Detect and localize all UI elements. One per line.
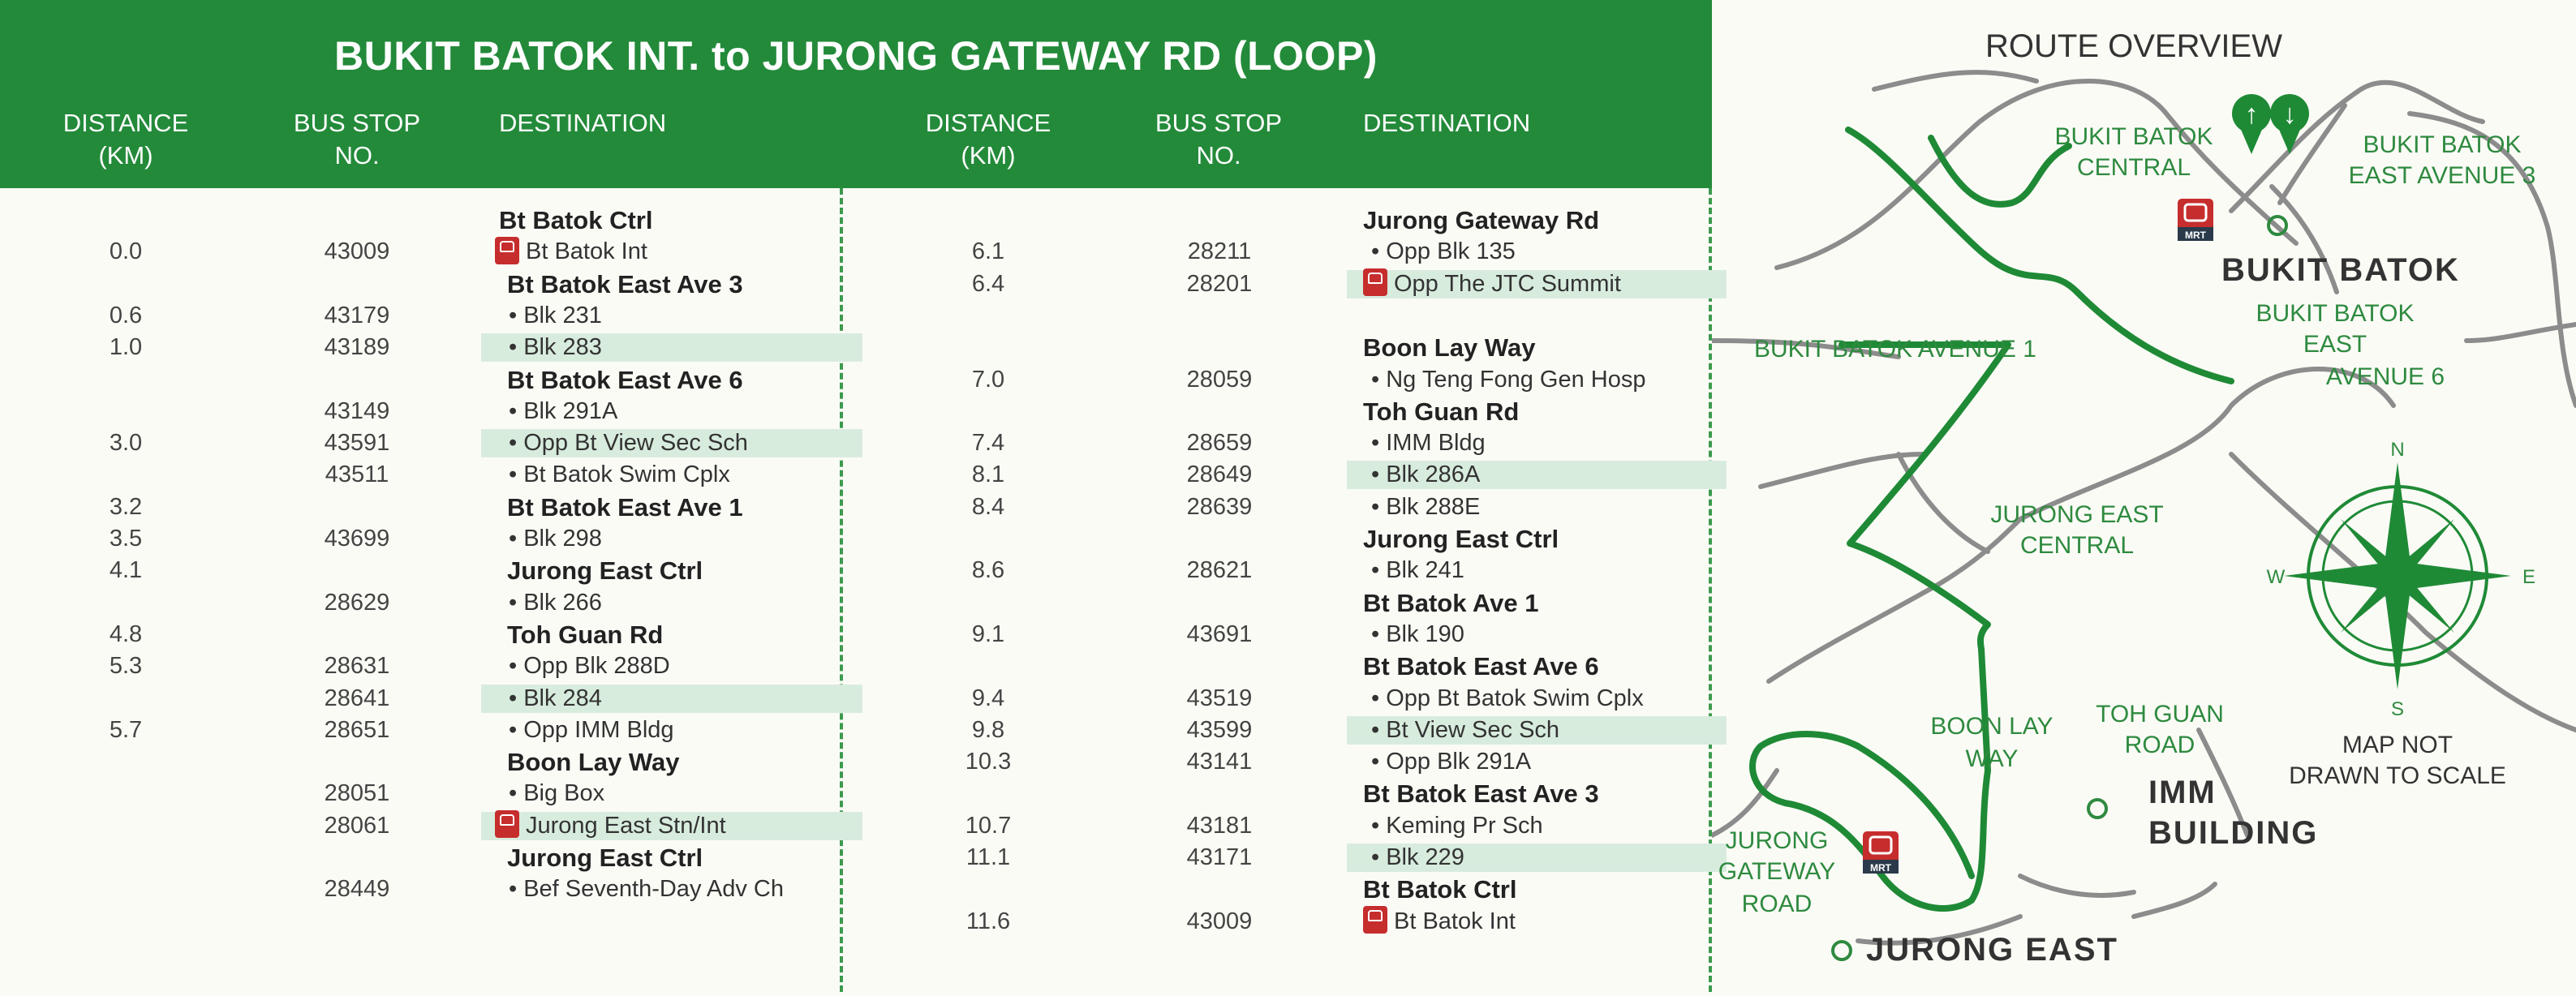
bus-stop-cell: 28629 (324, 589, 390, 616)
distance-cell: 11.6 (965, 908, 1011, 934)
destination-cell (1371, 619, 1464, 650)
destination-cell (509, 874, 784, 905)
compass-rose-icon (2267, 439, 2535, 720)
map-label: EAST (2303, 331, 2367, 358)
bus-stop-cell: 28449 (324, 876, 390, 903)
destination-cell (507, 555, 703, 586)
column-header-distance: DISTANCE (KM) (62, 109, 189, 170)
destination-cell (1363, 523, 1559, 555)
destination-label: • Opp Blk 291A (1371, 749, 1532, 775)
destination-cell (509, 332, 602, 363)
mrt-icon (1863, 831, 1899, 874)
destination-cell (507, 492, 743, 523)
mrt-icon (2178, 199, 2213, 241)
route-map (1712, 0, 2576, 992)
map-label: AVENUE 6 (2325, 363, 2445, 390)
destination-label: Bt Batok Ctrl (499, 206, 653, 234)
map-note: DRAWN TO SCALE (2289, 762, 2506, 789)
destination-cell (499, 204, 652, 236)
destination-label: Bt Batok Ave 1 (1363, 588, 1539, 617)
map-label: EAST AVENUE 3 (2348, 162, 2536, 189)
map-label: JURONG EAST (1990, 501, 2164, 528)
bus-stop-cell: 28649 (1186, 462, 1253, 488)
destination-cell (1363, 778, 1599, 809)
svg-text:N: N (2390, 439, 2405, 461)
destination-cell (1371, 236, 1516, 268)
map-label: JURONG (1725, 827, 1829, 854)
destination-cell (1371, 427, 1486, 459)
map-label: ROAD (2124, 732, 2195, 758)
distance-cell: 5.3 (109, 653, 143, 680)
destination-cell (507, 746, 679, 778)
distance-cell: 1.0 (109, 334, 143, 361)
landmark-marker-icon (1833, 942, 1851, 960)
destination-label: • Keming Pr Sch (1371, 812, 1543, 839)
destination-label: • Bef Seventh-Day Adv Ch (509, 876, 784, 903)
distance-cell: 8.6 (971, 557, 1005, 584)
bus-stop-cell: 43599 (1186, 716, 1253, 743)
destination-label: • Blk 288E (1371, 493, 1481, 520)
column-header-distance: DISTANCE (KM) (925, 109, 1051, 170)
destination-cell (509, 683, 602, 715)
destination-label: • Blk 284 (509, 685, 602, 711)
column-header-destination: DESTINATION (499, 109, 667, 137)
destination-label: • Bt View Sec Sch (1371, 716, 1560, 743)
bus-stop-cell: 28051 (324, 780, 390, 807)
bus-stop-cell: 28631 (324, 653, 390, 680)
map-label: CENTRAL (2019, 532, 2135, 559)
bus-stop-cell: 43141 (1186, 749, 1253, 775)
destination-label: • Blk 231 (509, 302, 602, 328)
distance-cell: 3.0 (109, 430, 143, 457)
distance-cell: 9.4 (971, 685, 1005, 711)
distance-cell: 6.4 (971, 270, 1005, 297)
bus-stop-cell: 43591 (324, 430, 390, 457)
destination-cell (1363, 650, 1599, 682)
destination-cell (1363, 587, 1539, 619)
landmark-marker-icon (2088, 800, 2106, 818)
svg-text:W: W (2266, 566, 2286, 588)
destination-cell (495, 236, 647, 268)
distance-cell: 11.1 (965, 844, 1011, 870)
bus-stop-cell: 28211 (1187, 238, 1252, 265)
map-label: TOH GUAN (2096, 701, 2224, 728)
map-label: BOON LAY (1930, 713, 2053, 740)
destination-cell (509, 523, 602, 555)
svg-text:E: E (2522, 566, 2536, 588)
destination-label: Jurong East Ctrl (1363, 525, 1559, 553)
bus-stop-cell: 43691 (1186, 620, 1253, 647)
svg-text:↓: ↓ (2282, 99, 2297, 130)
destination-label: Opp The JTC Summit (1394, 270, 1621, 297)
destination-label: Boon Lay Way (507, 748, 680, 777)
destination-cell (509, 300, 602, 332)
bus-stop-cell: 28061 (324, 812, 390, 839)
map-label: WAY (1965, 745, 2019, 772)
svg-text:S: S (2390, 698, 2405, 720)
destination-label: Bt Batok Ctrl (1363, 875, 1517, 904)
distance-cell: 8.1 (971, 462, 1005, 488)
destination-cell (507, 364, 743, 396)
destination-label: Bt Batok East Ave 6 (507, 365, 743, 394)
destination-cell (1371, 810, 1543, 842)
destination-label: • Ng Teng Fong Gen Hosp (1371, 366, 1646, 393)
svg-text:↑: ↑ (2244, 99, 2259, 130)
distance-cell: 8.4 (971, 493, 1005, 520)
distance-cell: 0.6 (109, 302, 143, 328)
destination-cell (1371, 364, 1645, 396)
distance-cell: 9.1 (971, 620, 1005, 647)
destination-label: • Blk 283 (509, 334, 602, 361)
mrt-icon (1363, 906, 1387, 934)
distance-cell: 5.7 (109, 716, 143, 743)
destination-cell (1371, 459, 1480, 491)
destination-label: • Opp Bt Batok Swim Cplx (1371, 685, 1644, 711)
destination-cell (509, 778, 604, 809)
bus-stop-cell: 43511 (325, 462, 389, 488)
destination-label: Bt Batok East Ave 3 (1363, 779, 1599, 809)
destination-cell (509, 587, 602, 619)
distance-cell: 10.7 (965, 812, 1012, 839)
destination-label: Bt Batok Int (1394, 908, 1516, 934)
destination-label: • Opp IMM Bldg (509, 716, 674, 743)
header-banner (0, 0, 1712, 188)
destination-label: Toh Guan Rd (507, 620, 664, 649)
bus-stop-cell: 43009 (324, 238, 390, 265)
destination-label: Boon Lay Way (1363, 333, 1536, 363)
destination-label: • Blk 190 (1371, 620, 1464, 647)
distance-cell: 3.2 (109, 493, 143, 520)
distance-cell: 7.4 (971, 430, 1005, 457)
bus-stop-cell: 28659 (1186, 430, 1253, 457)
bus-stop-cell: 43149 (324, 397, 390, 424)
destination-label: Jurong East Ctrl (507, 844, 703, 872)
destination-label: Jurong Gateway Rd (1363, 206, 1600, 234)
destination-label: Jurong East Ctrl (507, 556, 703, 586)
destination-label: • Blk 229 (1371, 844, 1464, 870)
destination-cell (509, 650, 670, 682)
mrt-icon (1363, 268, 1387, 296)
destination-cell (509, 427, 748, 459)
destination-label: • Opp Blk 288D (509, 653, 670, 680)
destination-label: • Blk 241 (1371, 557, 1464, 584)
map-label: GATEWAY (1718, 858, 1836, 885)
destination-label: • IMM Bldg (1371, 430, 1486, 457)
bus-stop-cell: 28641 (324, 685, 390, 711)
route-map-svg (1712, 0, 2576, 992)
destination-label: Bt Batok East Ave 6 (1363, 652, 1599, 681)
bus-stop-cell: 28651 (324, 716, 390, 743)
bus-stop-cell: 28201 (1186, 270, 1253, 297)
destination-cell (1371, 715, 1559, 746)
destination-label: • Blk 298 (509, 526, 602, 552)
destination-label: Bt Batok East Ave 1 (507, 492, 743, 522)
bus-stop-cell: 43009 (1186, 908, 1253, 934)
destination-label: • Bt Batok Swim Cplx (509, 462, 730, 488)
distance-cell: 4.8 (109, 620, 143, 647)
destination-cell (1363, 396, 1519, 427)
distance-cell: 7.0 (971, 366, 1005, 393)
destination-cell (495, 810, 726, 842)
destination-label: • Big Box (509, 780, 605, 807)
map-label: BUKIT BATOK (2221, 252, 2460, 288)
destination-cell (1363, 204, 1599, 236)
distance-cell: 0.0 (109, 238, 143, 265)
destination-cell (1363, 268, 1621, 300)
destination-cell (1371, 555, 1464, 586)
destination-label: Jurong East Stn/Int (526, 812, 726, 839)
destination-cell (509, 715, 674, 746)
destination-cell (1363, 906, 1516, 938)
bus-stop-cell: 28621 (1186, 557, 1253, 584)
destination-cell (1371, 842, 1464, 874)
svg-text:MRT: MRT (1870, 862, 1891, 874)
bus-stop-cell: 28639 (1186, 493, 1253, 520)
destination-cell (1363, 332, 1535, 363)
mrt-icon (495, 237, 519, 264)
destination-label: • Blk 266 (509, 589, 602, 616)
distance-cell: 3.5 (109, 526, 143, 552)
destination-label: Toh Guan Rd (1363, 397, 1520, 426)
destination-label: • Opp Blk 135 (1371, 238, 1516, 265)
fold-line (840, 188, 843, 992)
map-title: ROUTE OVERVIEW (1985, 28, 2282, 64)
distance-cell: 4.1 (109, 557, 143, 584)
svg-text:MRT: MRT (2185, 230, 2206, 241)
map-label: ROAD (1741, 891, 1813, 917)
bus-stop-cell: 43189 (324, 334, 390, 361)
map-label: BUKIT BATOK AVENUE 1 (1754, 336, 2036, 363)
destination-label: • Blk 286A (1371, 462, 1481, 488)
destination-label: • Opp Bt View Sec Sch (509, 430, 748, 457)
page-title: BUKIT BATOK INT. to JURONG GATEWAY RD (LOOP) (334, 33, 1378, 79)
column-header-destination: DESTINATION (1363, 109, 1531, 137)
destination-cell (1371, 492, 1480, 523)
column-header-bus-stop: BUS STOP NO. (293, 109, 421, 170)
map-label: BUKIT BATOK (2363, 131, 2522, 158)
destination-label: Bt Batok East Ave 3 (507, 269, 743, 298)
bus-stop-cell: 28059 (1186, 366, 1253, 393)
destination-cell (1371, 746, 1531, 778)
distance-cell: 10.3 (965, 749, 1012, 775)
destination-cell (507, 619, 663, 650)
bus-stop-cell: 43171 (1186, 844, 1253, 870)
map-label: IMM (2148, 775, 2217, 810)
distance-cell: 9.8 (971, 716, 1005, 743)
map-label: BUKIT BATOK (2256, 300, 2415, 327)
destination-cell (1371, 683, 1644, 715)
distance-cell: 6.1 (971, 238, 1005, 265)
map-note: MAP NOT (2342, 732, 2453, 758)
map-label: BUKIT BATOK (2054, 123, 2213, 150)
bus-stop-cell: 43519 (1186, 685, 1253, 711)
destination-cell (509, 396, 617, 427)
map-label: JURONG EAST (1866, 932, 2118, 968)
destination-cell (507, 268, 743, 300)
bus-stop-cell: 43181 (1186, 812, 1253, 839)
destination-cell (1363, 874, 1516, 905)
destination-cell (507, 842, 703, 874)
map-label: BUILDING (2148, 815, 2319, 851)
destination-label: • Blk 291A (509, 397, 618, 424)
bus-stop-cell: 43179 (324, 302, 390, 328)
bus-stop-cell: 43699 (324, 526, 390, 552)
mrt-icon (495, 810, 519, 838)
map-label: CENTRAL (2076, 154, 2191, 181)
destination-cell (509, 459, 730, 491)
destination-label: Bt Batok Int (526, 238, 647, 265)
column-header-bus-stop: BUS STOP NO. (1155, 109, 1283, 170)
